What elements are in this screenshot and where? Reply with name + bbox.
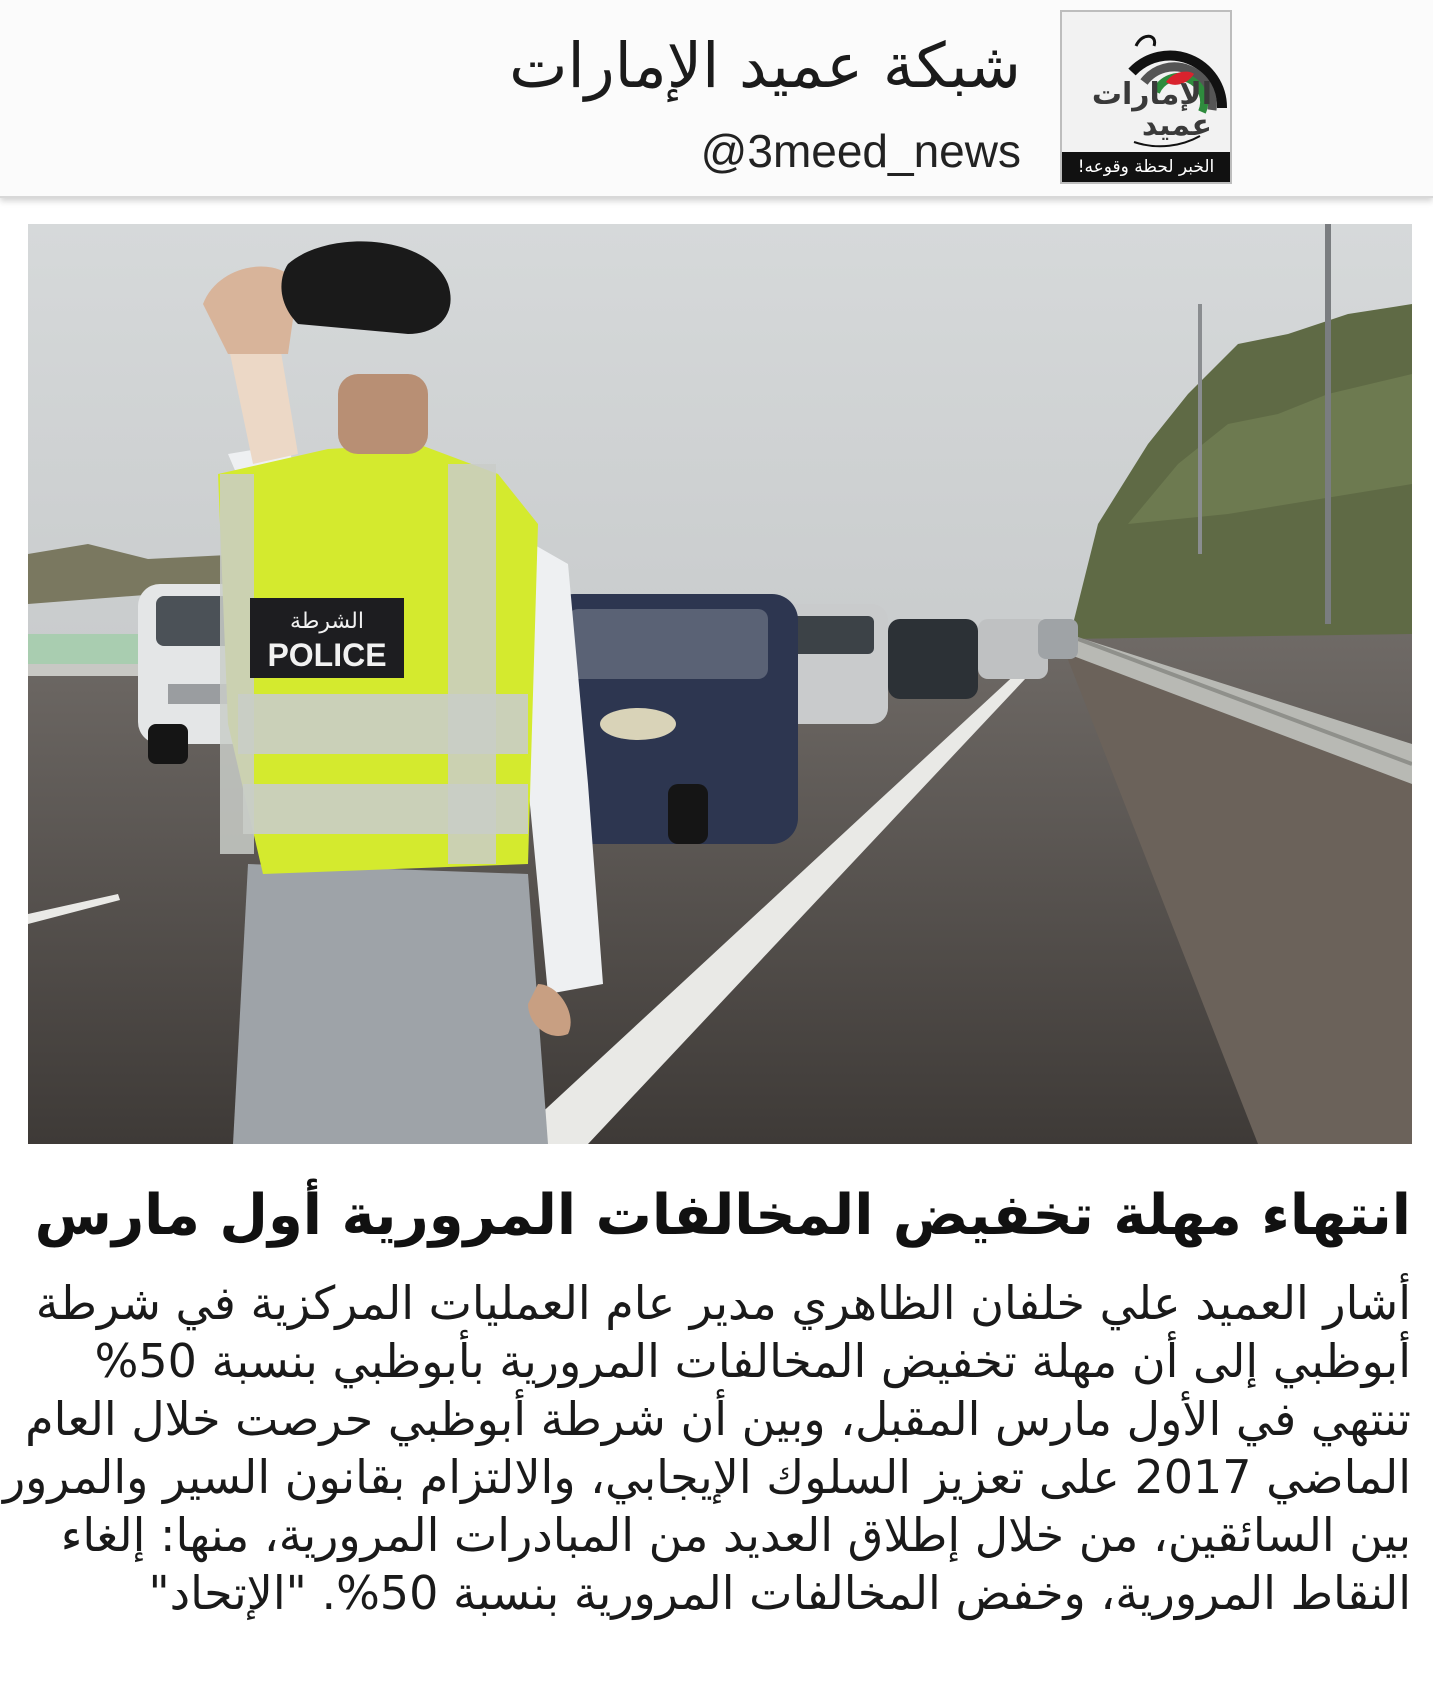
vest-badge-english: POLICE: [267, 637, 387, 673]
channel-logo[interactable]: [1060, 10, 1232, 184]
article-photo[interactable]: [28, 224, 1412, 1144]
police-officer-traffic-image: [28, 224, 1412, 1144]
article-headline: انتهاء مهلة تخفيض المخالفات المرورية أول مارس: [34, 1183, 1411, 1248]
channel-name[interactable]: شبكة عميد الإمارات: [509, 29, 1021, 102]
article-body: [2, 1274, 1411, 1622]
logo-tagline: الخبر لحظة وقوعه!: [1062, 152, 1230, 182]
article-body-line: أبوظبي إلى أن مهلة تخفيض المخالفات المرورية بأبوظبي بنسبة 50%: [94, 1334, 1411, 1388]
article-body-line: تنتهي في الأول مارس المقبل، وبين أن شرطة أبوظبي حرصت خلال العام: [25, 1392, 1411, 1446]
logo-name-line1: الإمارات: [1091, 77, 1212, 112]
channel-header: [0, 0, 1433, 198]
article-body-line: بين السائقين، من خلال إطلاق العديد من المبادرات المرورية، منها: إلغاء: [60, 1508, 1411, 1562]
vest-badge-arabic: الشرطة: [290, 609, 364, 634]
article-body-line: الماضي 2017 على تعزيز السلوك الإيجابي، والالتزام بقانون السير والمرور: [2, 1450, 1411, 1504]
logo-name-line2: عميد: [1141, 108, 1212, 143]
channel-handle[interactable]: @3meed_news: [700, 125, 1021, 177]
article-body-line: النقاط المرورية، وخفض المخالفات المرورية بنسبة 50%. "الإتحاد": [148, 1566, 1411, 1620]
article-body-line: أشار العميد علي خلفان الظاهري مدير عام العمليات المركزية في شرطة: [35, 1276, 1411, 1330]
